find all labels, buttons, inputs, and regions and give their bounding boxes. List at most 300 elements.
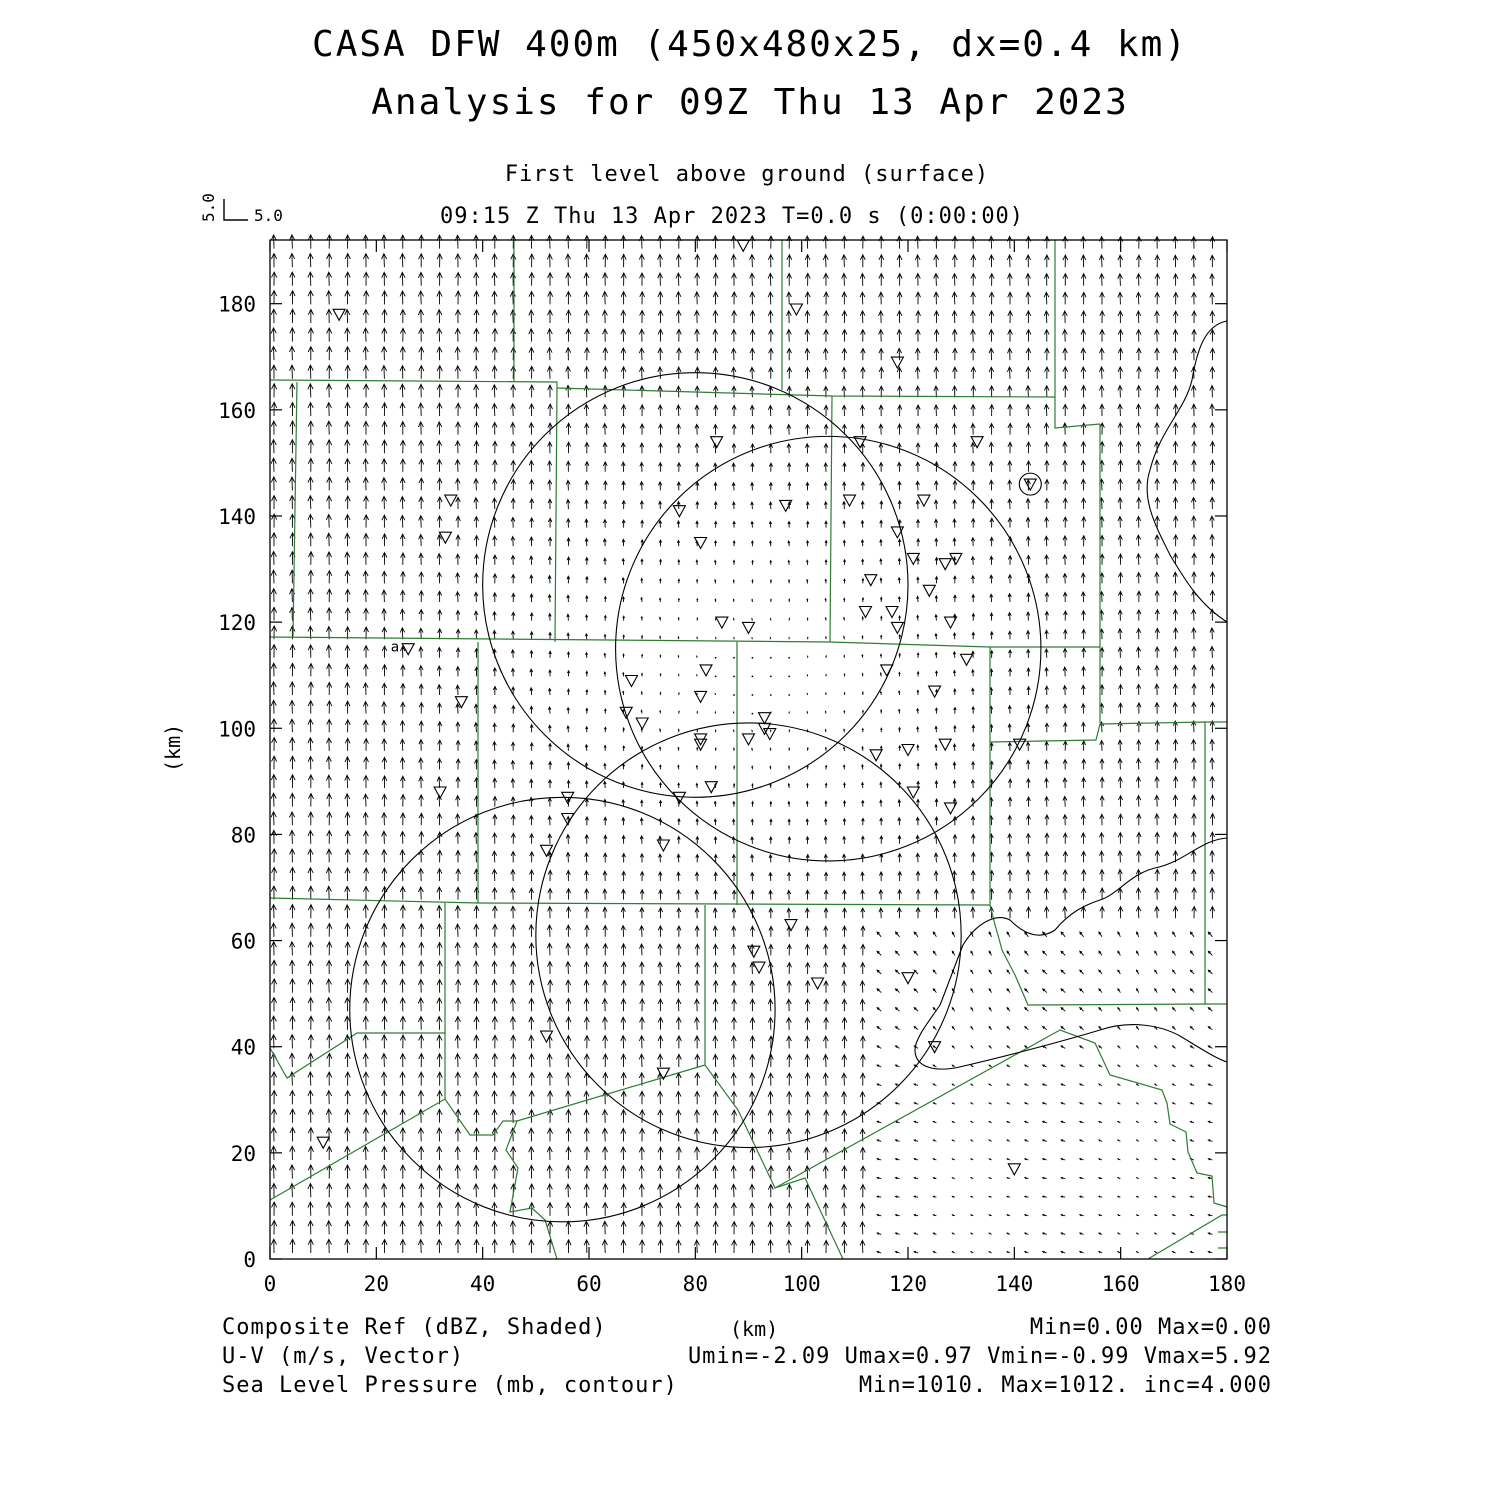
wind-vector xyxy=(641,800,644,806)
wind-vector xyxy=(877,970,881,974)
wind-vector xyxy=(659,463,663,472)
wind-vector xyxy=(401,813,406,825)
wind-vector xyxy=(677,1036,682,1049)
wind-vector xyxy=(327,812,332,825)
wind-vector xyxy=(1099,1121,1102,1122)
wind-vector xyxy=(916,853,920,862)
wind-vector xyxy=(603,367,608,379)
wind-vector xyxy=(750,963,754,974)
wind-vector xyxy=(1063,404,1068,416)
wind-vector xyxy=(660,674,661,677)
wind-vector xyxy=(935,539,938,547)
wind-vector xyxy=(934,481,938,490)
wind-vector xyxy=(1044,386,1049,398)
wind-vector xyxy=(1155,1008,1157,1012)
wind-vector xyxy=(1063,686,1067,695)
wind-vector xyxy=(327,961,332,975)
wind-vector xyxy=(585,519,588,527)
wind-vector xyxy=(843,444,847,454)
wind-vector xyxy=(787,349,792,361)
wind-vector xyxy=(935,443,939,453)
wind-vector xyxy=(1081,274,1086,286)
wind-vector xyxy=(456,291,461,304)
wind-vector xyxy=(401,553,406,565)
wind-vector xyxy=(604,799,607,806)
wind-vector xyxy=(823,236,828,249)
wind-vector xyxy=(1208,1159,1212,1161)
wind-vector xyxy=(639,329,644,341)
wind-vector xyxy=(935,615,937,621)
wind-vector xyxy=(1082,759,1086,769)
wind-vector xyxy=(511,870,515,881)
wind-vector xyxy=(1173,989,1176,993)
wind-vector xyxy=(823,1147,828,1160)
wind-vector xyxy=(567,689,569,695)
wind-vector xyxy=(860,311,865,323)
wind-vector xyxy=(530,669,533,676)
wind-vector xyxy=(400,998,405,1011)
wind-vector xyxy=(548,557,551,565)
wind-vector xyxy=(640,462,644,471)
wind-vector xyxy=(1137,460,1142,472)
wind-vector xyxy=(621,1184,626,1197)
wind-vector xyxy=(1045,797,1049,807)
wind-vector xyxy=(1063,386,1068,398)
wind-vector xyxy=(1155,591,1159,602)
wind-vector xyxy=(566,1017,571,1030)
wind-vector xyxy=(271,291,276,305)
wind-vector xyxy=(1174,777,1178,788)
wind-vector xyxy=(1191,386,1196,398)
wind-vector xyxy=(1118,989,1121,993)
wind-vector xyxy=(1155,1252,1157,1253)
wind-vector xyxy=(899,616,901,621)
station-marker xyxy=(891,622,903,633)
wind-vector xyxy=(290,458,295,472)
wind-vector xyxy=(805,926,809,937)
wind-vector xyxy=(971,424,975,435)
wind-vector xyxy=(363,552,368,564)
wind-vector xyxy=(603,254,608,267)
wind-vector xyxy=(1155,684,1159,695)
station-marker xyxy=(790,304,802,315)
wind-vector xyxy=(1063,778,1067,788)
wind-vector xyxy=(1026,461,1030,472)
wind-vector xyxy=(547,1147,552,1160)
wind-vector xyxy=(880,818,883,825)
wind-vector xyxy=(345,254,350,268)
wind-vector xyxy=(456,796,460,807)
wind-vector xyxy=(989,1065,991,1067)
wind-vector xyxy=(877,1214,881,1216)
wind-vector xyxy=(437,869,442,881)
wind-vector xyxy=(419,459,424,472)
wind-vector xyxy=(640,1240,645,1253)
wind-vector xyxy=(271,328,276,342)
wind-vector xyxy=(695,981,700,993)
wind-vector xyxy=(603,462,607,472)
wind-vector xyxy=(898,597,900,602)
wind-vector xyxy=(787,999,792,1011)
wind-vector xyxy=(492,1240,497,1253)
wind-vector xyxy=(1008,311,1013,323)
wind-vector xyxy=(824,273,829,285)
wind-vector xyxy=(861,482,864,490)
wind-vector xyxy=(621,424,625,435)
wind-vector xyxy=(604,616,606,621)
wind-vector xyxy=(860,1110,865,1123)
wind-vector xyxy=(990,556,993,565)
wind-vector xyxy=(1026,870,1030,881)
wind-vector xyxy=(1080,932,1084,937)
wind-vector xyxy=(511,888,516,900)
wind-vector xyxy=(861,963,865,974)
y-tick-label: 120 xyxy=(218,611,256,636)
wind-vector xyxy=(547,1184,552,1197)
wind-vector xyxy=(492,1035,497,1048)
wind-vector xyxy=(935,577,938,584)
wind-vector xyxy=(877,1084,881,1086)
wind-vector xyxy=(492,329,497,342)
wind-vector xyxy=(382,1091,387,1105)
wind-vector xyxy=(308,440,313,453)
wind-vector xyxy=(914,1103,918,1105)
wind-vector xyxy=(1192,516,1197,528)
wind-vector xyxy=(1007,1103,1010,1104)
wind-vector xyxy=(917,727,919,732)
wind-vector xyxy=(1192,665,1196,676)
wind-vector xyxy=(474,592,478,602)
legend-reflectivity-label: Composite Ref (dBZ, Shaded) xyxy=(222,1315,607,1340)
wind-vector xyxy=(364,868,369,881)
wind-vector xyxy=(1155,851,1160,863)
wind-vector xyxy=(474,906,479,918)
wind-vector xyxy=(401,702,405,713)
wind-vector xyxy=(989,951,991,955)
wind-vector xyxy=(694,1110,699,1123)
wind-vector xyxy=(732,425,736,435)
wind-vector xyxy=(862,711,863,714)
wind-vector xyxy=(805,367,810,378)
wind-vector xyxy=(896,1214,900,1216)
wind-vector xyxy=(731,1147,736,1160)
wind-vector xyxy=(1192,460,1197,472)
wind-vector xyxy=(548,480,552,490)
wind-vector xyxy=(327,254,332,268)
wind-vector xyxy=(456,273,461,286)
wind-vector xyxy=(290,1146,295,1160)
wind-vector xyxy=(1043,1121,1047,1123)
wind-vector xyxy=(805,963,810,974)
wind-vector xyxy=(877,1177,881,1179)
wind-vector xyxy=(677,463,681,472)
wind-vector xyxy=(1190,1177,1194,1178)
wind-vector xyxy=(658,1091,663,1104)
wind-vector xyxy=(934,871,938,881)
wind-vector xyxy=(492,254,497,267)
wind-vector xyxy=(492,1091,497,1104)
wind-vector xyxy=(566,500,570,509)
wind-vector xyxy=(989,424,993,435)
wind-vector xyxy=(1208,1008,1212,1012)
wind-vector xyxy=(752,766,753,769)
wind-vector xyxy=(1080,1159,1084,1161)
wind-vector xyxy=(826,693,827,695)
wind-vector xyxy=(455,1072,460,1085)
station-marker xyxy=(743,622,755,633)
wind-vector xyxy=(327,589,332,602)
wind-vector xyxy=(715,766,716,769)
wind-vector xyxy=(713,908,717,918)
wind-vector xyxy=(1063,480,1067,491)
wind-vector xyxy=(658,1240,663,1253)
wind-vector xyxy=(639,1036,644,1049)
wind-vector xyxy=(621,999,626,1011)
wind-vector xyxy=(290,1128,295,1142)
wind-vector xyxy=(1137,814,1141,825)
wind-vector xyxy=(897,255,902,267)
wind-vector xyxy=(1210,795,1215,807)
wind-vector xyxy=(1210,702,1214,713)
wind-vector xyxy=(695,1018,700,1030)
station-markers xyxy=(317,240,1041,1175)
wind-vector xyxy=(1208,1196,1212,1198)
wind-vector xyxy=(549,670,552,676)
wind-vector xyxy=(327,720,332,733)
wind-vector xyxy=(914,1140,918,1142)
wind-vector xyxy=(678,579,680,583)
wind-vector xyxy=(752,638,753,640)
county-boundary xyxy=(293,382,297,637)
wind-vector xyxy=(843,521,846,528)
wind-vector xyxy=(512,724,515,732)
wind-vector xyxy=(492,1165,497,1178)
wind-vector xyxy=(843,463,847,472)
wind-vector xyxy=(493,536,497,546)
wind-vector xyxy=(419,684,423,695)
wind-vector xyxy=(787,945,791,956)
wind-vector xyxy=(789,712,790,714)
wind-vector xyxy=(363,831,368,844)
wind-vector xyxy=(696,801,698,806)
wind-vector xyxy=(493,593,497,602)
wind-vector xyxy=(529,291,534,304)
wind-vector xyxy=(1043,1008,1047,1012)
wind-vector xyxy=(640,999,645,1011)
wind-vector xyxy=(584,1166,589,1179)
station-marker xyxy=(759,713,771,724)
wind-vector xyxy=(953,367,958,379)
wind-vector xyxy=(972,744,975,751)
wind-vector xyxy=(548,1091,553,1104)
wind-vector xyxy=(877,1196,881,1198)
wind-vector xyxy=(308,1016,313,1030)
wind-vector xyxy=(862,747,864,751)
wind-vector xyxy=(1007,932,1010,937)
wind-vector xyxy=(345,1091,350,1105)
wind-vector xyxy=(1173,255,1178,267)
wind-vector xyxy=(806,463,809,472)
wind-vector xyxy=(787,406,791,417)
wind-vector xyxy=(1081,255,1086,267)
wind-vector xyxy=(732,311,737,323)
wind-vector xyxy=(623,654,625,658)
wind-vector xyxy=(271,421,276,435)
wind-vector xyxy=(770,748,771,751)
wind-vector xyxy=(843,801,845,807)
wind-vector xyxy=(954,708,956,714)
wind-vector xyxy=(363,478,368,491)
wind-vector xyxy=(1118,311,1123,323)
wind-vector xyxy=(327,664,332,677)
wind-vector xyxy=(1118,1140,1121,1141)
x-tick-label: 180 xyxy=(1208,1272,1246,1296)
wind-vector xyxy=(842,1203,847,1216)
wind-vector xyxy=(327,1146,332,1160)
wind-vector xyxy=(1026,518,1030,528)
wind-vector xyxy=(1208,951,1212,955)
wind-vector xyxy=(640,1017,645,1030)
station-marker xyxy=(891,357,903,368)
wind-vector xyxy=(989,1215,991,1216)
wind-vector xyxy=(1082,778,1086,788)
wind-vector xyxy=(788,676,790,678)
wind-vector xyxy=(1081,461,1085,472)
wind-vector xyxy=(1155,1215,1157,1216)
wind-vector xyxy=(1155,814,1159,825)
wind-vector xyxy=(1061,1027,1065,1030)
wind-vector xyxy=(676,1240,681,1253)
wind-vector xyxy=(382,905,387,918)
wind-vector xyxy=(1173,1196,1176,1197)
legend-reflectivity-stats: Min=0.00 Max=0.00 xyxy=(1029,1315,1272,1340)
wind-vector xyxy=(1064,611,1068,621)
wind-vector xyxy=(1210,777,1215,788)
wind-vector xyxy=(290,942,295,956)
wind-vector xyxy=(713,1203,718,1216)
wind-vector xyxy=(1137,989,1139,993)
wind-vector xyxy=(308,589,313,602)
wind-vector xyxy=(567,576,570,583)
wind-vector xyxy=(382,459,387,472)
wind-vector xyxy=(880,520,883,527)
y-tick-label: 20 xyxy=(230,1141,256,1166)
wind-vector xyxy=(695,1091,700,1104)
wind-vector xyxy=(363,905,368,918)
wind-vector xyxy=(898,872,902,881)
wind-vector xyxy=(825,599,826,602)
wind-vector xyxy=(1174,647,1178,658)
wind-vector xyxy=(658,1110,663,1123)
wind-vector xyxy=(768,292,773,304)
wind-vector xyxy=(898,800,901,807)
wind-vector xyxy=(842,926,846,937)
wind-vector xyxy=(364,384,369,397)
wind-vector xyxy=(493,778,497,788)
wind-vector xyxy=(566,1240,571,1253)
wind-vector xyxy=(933,951,936,955)
wind-vector xyxy=(271,830,276,844)
wind-vector xyxy=(326,1239,331,1253)
wind-vector xyxy=(1082,629,1086,639)
wind-vector xyxy=(787,1018,792,1030)
wind-vector xyxy=(989,1159,991,1160)
wind-vector xyxy=(1008,292,1013,304)
wind-vector xyxy=(861,521,864,528)
wind-vector xyxy=(898,501,901,509)
wind-vector xyxy=(1007,1178,1010,1179)
wind-vector xyxy=(1173,1121,1176,1122)
wind-vector xyxy=(1173,423,1178,435)
wind-vector xyxy=(658,1129,663,1142)
wind-vector xyxy=(1174,516,1178,527)
wind-vector xyxy=(290,979,295,993)
wind-vector xyxy=(789,618,790,620)
wind-vector xyxy=(862,692,863,695)
wind-vector xyxy=(1210,423,1215,435)
wind-vector xyxy=(363,1035,368,1049)
wind-vector xyxy=(419,1202,424,1216)
wind-vector xyxy=(731,1036,736,1048)
wind-vector xyxy=(676,254,681,267)
wind-vector xyxy=(697,712,698,714)
wind-vector xyxy=(1136,777,1140,788)
wind-vector xyxy=(474,1221,479,1234)
wind-vector xyxy=(750,273,755,286)
wind-vector xyxy=(1008,480,1012,490)
wind-vector xyxy=(1007,1046,1010,1049)
wind-vector xyxy=(971,834,975,843)
wind-vector xyxy=(640,273,645,286)
wind-vector xyxy=(971,405,975,416)
wind-vector xyxy=(899,746,901,751)
wind-vector xyxy=(326,998,331,1012)
wind-vector xyxy=(1155,1178,1157,1179)
wind-vector xyxy=(271,998,276,1012)
wind-vector xyxy=(1192,777,1196,788)
wind-vector xyxy=(989,1233,991,1234)
wind-vector xyxy=(1173,1008,1176,1012)
wind-vector xyxy=(862,559,864,564)
wind-vector xyxy=(1155,554,1159,565)
wind-vector xyxy=(1025,1008,1029,1012)
wind-vector xyxy=(567,780,570,788)
wind-vector xyxy=(842,330,847,342)
wind-vector xyxy=(676,292,681,305)
wind-vector xyxy=(419,795,424,807)
wind-vector xyxy=(382,478,387,491)
wind-vector xyxy=(364,776,369,788)
wind-vector xyxy=(750,236,755,249)
wind-vector xyxy=(732,1240,737,1253)
wind-vector xyxy=(934,500,937,509)
wind-vector xyxy=(769,908,773,918)
wind-vector xyxy=(805,1222,810,1235)
wind-vector xyxy=(1192,647,1196,658)
wind-vector xyxy=(896,1177,900,1179)
wind-vector xyxy=(1026,255,1031,267)
wind-vector xyxy=(1118,1196,1121,1197)
wind-vector xyxy=(714,802,716,807)
wind-vector xyxy=(1208,1065,1212,1067)
wind-vector xyxy=(953,348,958,360)
wind-vector xyxy=(714,502,717,509)
wind-vector xyxy=(898,559,900,565)
wind-vector xyxy=(1155,460,1160,472)
wind-vector xyxy=(1155,610,1159,621)
wind-vector xyxy=(805,1166,810,1179)
wind-vector xyxy=(1026,423,1030,434)
